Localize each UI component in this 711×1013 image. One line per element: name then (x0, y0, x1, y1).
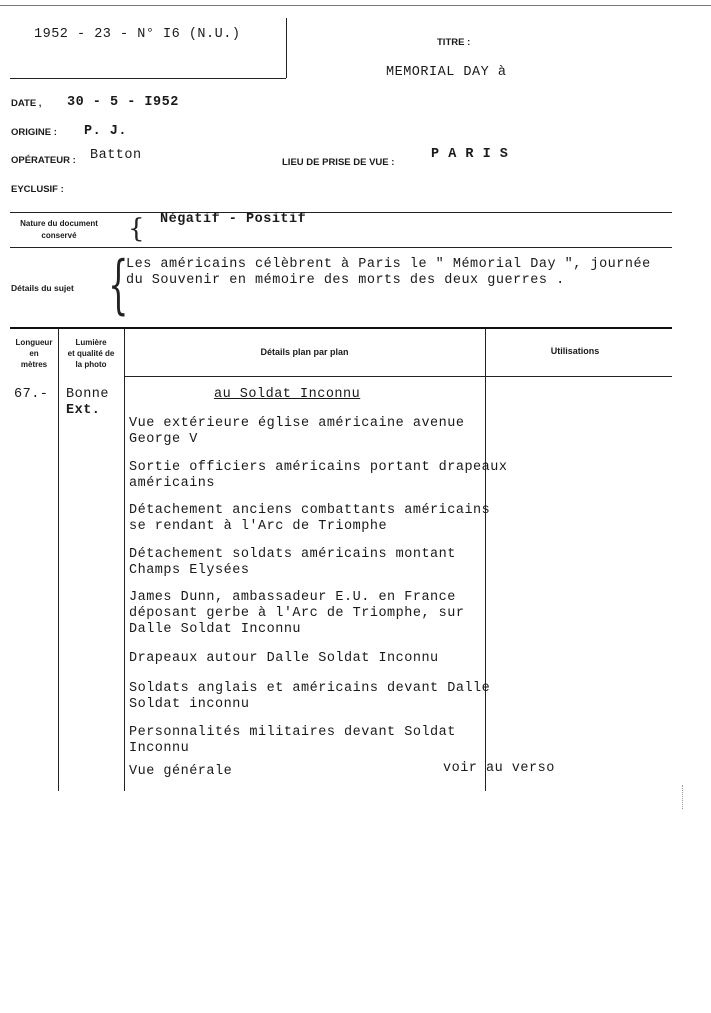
nature-label-line1: Nature du document (20, 219, 98, 228)
nature-label-line2: conservé (41, 231, 77, 240)
date-value: 30 - 5 - I952 (67, 95, 179, 110)
header-lumiere-2: et qualité de (67, 349, 115, 358)
reference-number: 1952 - 23 - N° I6 (N.U.) (34, 27, 241, 42)
date-label: DATE , (11, 98, 42, 109)
operateur-value: Batton (90, 148, 142, 163)
plan-entry-line: Sortie officiers américains portant drapeaux (129, 460, 508, 475)
sujet-line1: Les américains célèbrent à Paris le " Mémorial Day ", journée (126, 257, 651, 272)
plan-entry-line: déposant gerbe à l'Arc de Triomphe, sur (129, 606, 465, 621)
plan-subtitle: au Soldat Inconnu (214, 387, 361, 402)
sujet-line2: du Souvenir en mémoire des morts des deux guerres . (126, 273, 565, 288)
plan-entry-line: américains (129, 476, 216, 491)
header-details: Détails plan par plan (260, 347, 349, 357)
plan-entry-line: Drapeaux autour Dalle Soldat Inconnu (129, 651, 439, 666)
plan-entry-line: Inconnu (129, 741, 190, 756)
table-header-bottom-line (124, 376, 672, 377)
header-box-bottom-border (10, 78, 286, 79)
lieu-value: P A R I S (431, 147, 509, 162)
plan-entry-line: Champs Elysées (129, 563, 250, 578)
nature-top-line (10, 212, 672, 213)
top-edge-line (0, 5, 711, 6)
lumiere-value-1: Bonne (66, 387, 110, 402)
header-lumiere-3: la photo (75, 360, 107, 369)
plan-entry-line: James Dunn, ambassadeur E.U. en France (129, 590, 456, 605)
plan-entry-line: Dalle Soldat Inconnu (129, 622, 302, 637)
header-utilisations: Utilisations (550, 346, 600, 356)
col-divider-2 (124, 329, 125, 791)
longueur-value: 67.- (14, 387, 49, 402)
operateur-label: OPÉRATEUR : (11, 155, 76, 166)
titre-value: MEMORIAL DAY à (386, 65, 507, 80)
sujet-brace: { (108, 248, 129, 322)
col-divider-1 (58, 329, 59, 791)
lumiere-value-2: Ext. (66, 403, 101, 418)
header-box-right-border (286, 18, 287, 78)
titre-label: TITRE : (437, 37, 471, 48)
plan-last-line: Vue générale (129, 764, 233, 779)
plan-entry-line: se rendant à l'Arc de Triomphe (129, 519, 388, 534)
plan-entry-line: Personnalités militaires devant Soldat (129, 725, 456, 740)
lieu-label: LIEU DE PRISE DE VUE : (282, 157, 395, 168)
table-top-line (10, 327, 672, 329)
plan-entry-line: Détachement anciens combattants américains (129, 503, 491, 518)
plan-entry-line: Vue extérieure église américaine avenue (129, 416, 465, 431)
plan-entry-line: George V (129, 432, 198, 447)
plan-entry-line: Soldat inconnu (129, 697, 250, 712)
sujet-label: Détails du sujet (11, 283, 74, 293)
scan-mark (682, 785, 683, 809)
header-longueur-1: Longueur (15, 338, 53, 347)
verso-note: voir au verso (443, 761, 555, 776)
col-divider-3 (485, 329, 486, 791)
origine-value: P. J. (84, 124, 128, 139)
exclusif-label: EYCLUSIF : (11, 184, 64, 195)
header-lumiere-1: Lumière (75, 338, 107, 347)
origine-label: ORIGINE : (11, 127, 57, 138)
header-longueur-2: en (29, 349, 39, 358)
plan-entry-line: Soldats anglais et américains devant Dalle (129, 681, 491, 696)
nature-value: Négatif - Positif (160, 212, 307, 227)
plan-entry-line: Détachement soldats américains montant (129, 547, 456, 562)
header-longueur-3: mètres (20, 360, 48, 369)
nature-brace: { (128, 214, 145, 244)
